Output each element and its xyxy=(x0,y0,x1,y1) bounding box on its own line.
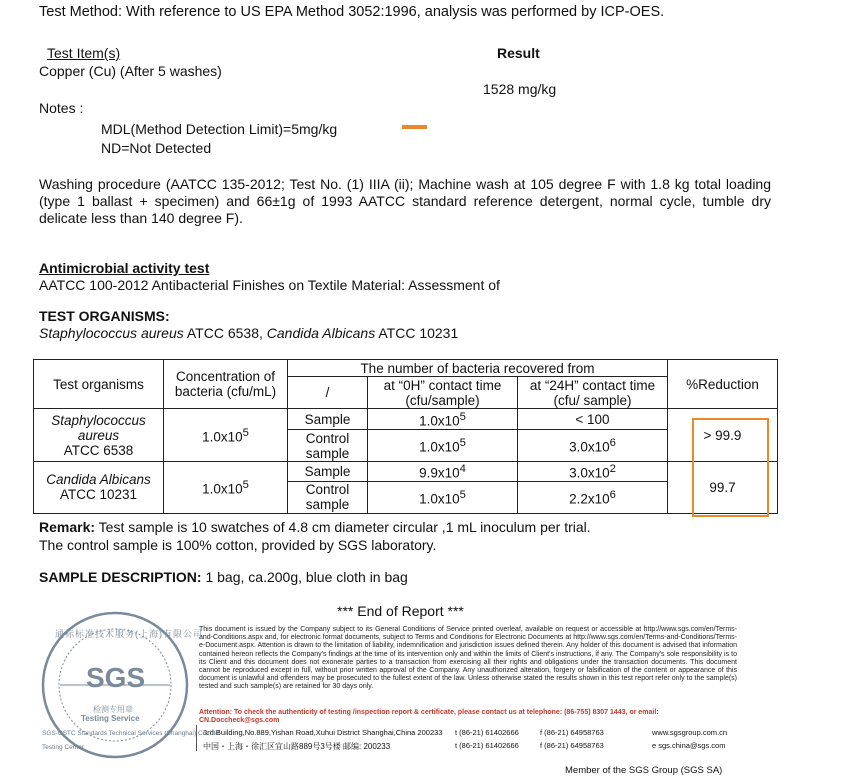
antimicrobial-method: AATCC 100-2012 Antibacterial Finishes on Textile Material: Assessment of xyxy=(39,277,500,293)
candida-reduction: 99.7 xyxy=(668,462,778,514)
seal-ring-text: 通标标准技术服务(上海)有限公司 xyxy=(55,629,203,639)
footer-address-cn: 中国・上海・徐汇区宜山路889号3号楼 邮编: 200233 xyxy=(203,742,391,751)
candida-control-0h: $1.0x10^5$ xyxy=(368,481,518,513)
footer-tel: t (86-21) 61402666 xyxy=(455,728,519,737)
staph-concentration: $1.0x10^5$ xyxy=(164,409,288,462)
candida-concentration: $1.0x10^5$ xyxy=(164,462,288,514)
footer-fax: f (86-21) 64958763 xyxy=(540,728,604,737)
organisms-list xyxy=(39,325,458,341)
footer-web: www.sgsgroup.com.cn xyxy=(652,728,728,737)
seal-en-label: Testing Service xyxy=(81,714,140,723)
footer-address-en: 3rd Building,No.889,Yishan Road,Xuhui District Shanghai,China 200233 xyxy=(203,728,443,737)
candida-organism xyxy=(34,462,164,514)
footer-divider xyxy=(196,725,201,751)
disclaimer: This document is issued by the Company subject to its General Conditions of Service printed overleaf, available on request or accessible at http://www.sgs.com/en/Terms-and-Conditions.aspx and, for electronic format documents, subject to Terms and Conditions for Electronic Documents at http://www.sgs.com/en/Terms-and-Conditions/Terms-e-Document.aspx. Attention is drawn to the limitation of liability, indemnification and jurisdiction issues defined therein. Any holder of this document is advised that information contained hereon reflects the Company's findings at the time of its intervention only and within the limits of Client's instructions, if any. The Company's sole responsibility is to its Client and this document does not exonerate parties to a transaction from exercising all their rights and obligations under the transaction documents. This document cannot be reproduced except in full, without prior written approval of the Company. Any unauthorized alteration, forgery or falsification of the content or appearance of this document is unlawful and offenders may be prosecuted to the fullest extent of the law. Unless otherwise stated the results shown in this test report refer only to the sample(s) tested and such sample(s) are retained for 30 days only. xyxy=(199,626,737,691)
organisms-heading: TEST ORGANISMS: xyxy=(39,308,170,324)
result-value: 1528 mg/kg xyxy=(483,81,557,97)
candida-sample-label: Sample xyxy=(288,462,368,482)
remark-line2: The control sample is 100% cotton, provided by SGS laboratory. xyxy=(39,537,437,553)
staph-reduction: > 99.9 xyxy=(668,409,778,462)
bacteria-table xyxy=(33,359,778,514)
notes-mdl: MDL(Method Detection Limit)=5mg/kg xyxy=(101,121,338,137)
candida-control-24h: $2.2x10^6$ xyxy=(518,481,668,513)
table-row xyxy=(34,462,778,482)
organism-1-code: ATCC 6538, xyxy=(183,325,267,341)
end-of-report: *** End of Report *** xyxy=(337,603,464,619)
footer-fax-cn: f (86-21) 64958763 xyxy=(540,741,604,750)
staph-sample-label: Sample xyxy=(288,409,368,430)
attention-note: Attention: To check the authenticity of testing /inspection report & certificate, please contact us at telephone: (86-755) 8307 1443, or email: CN.Doccheck@sgs.com xyxy=(199,709,659,725)
staph-sample-0h: $1.0x10^5$ xyxy=(368,409,518,430)
organism-1: Staphylococcus aureus xyxy=(39,325,184,341)
candida-name: Candida Albicans xyxy=(46,472,151,488)
header-number-recovered: The number of bacteria recovered from xyxy=(288,360,668,377)
header-0h: at “0H” contact time (cfu/sample) xyxy=(368,377,518,409)
staph-organism xyxy=(34,409,164,462)
notes-label: Notes : xyxy=(39,100,84,116)
sample-description: SAMPLE DESCRIPTION: 1 bag, ca.200g, blue cloth in bag xyxy=(39,569,408,585)
organism-2-code: ATCC 10231 xyxy=(375,325,459,341)
seal-cn-label: 检测专用章 xyxy=(93,705,133,714)
seal-company-line2: Testing Center xyxy=(42,744,84,751)
seal-company-line1: SGS-CSTC Standards Technical Services (Shanghai) Co.,Ltd. xyxy=(42,730,221,737)
header-concentration: Concentration of bacteria (cfu/mL) xyxy=(164,360,288,409)
header-slash: / xyxy=(288,377,368,409)
seal-logo: SGS xyxy=(86,662,146,693)
remark-line1: Remark: Test sample is 10 swatches of 4.8 cm diameter circular ,1 mL inoculum per trial. xyxy=(39,519,591,535)
test-method: Test Method: With reference to US EPA Method 3052:1996, analysis was performed by ICP-OES. xyxy=(39,4,665,20)
staph-control-24h: $3.0x10^6$ xyxy=(518,430,668,462)
organism-2: Candida Albicans xyxy=(266,325,376,341)
candida-control-label: Control sample xyxy=(288,481,368,513)
header-test-organisms: Test organisms xyxy=(34,360,164,409)
staph-control-label: Control sample xyxy=(288,430,368,462)
header-reduction: %Reduction xyxy=(668,360,778,409)
test-item-header: Test Item(s) xyxy=(47,45,121,61)
highlight-mark xyxy=(402,125,427,129)
staph-sample-24h: < 100 xyxy=(518,409,668,430)
table-row xyxy=(34,360,778,377)
candida-code: ATCC 10231 xyxy=(59,487,138,503)
test-item: Copper (Cu) (After 5 washes) xyxy=(39,63,222,79)
candida-sample-0h: $9.9x10^4$ xyxy=(368,462,518,482)
staph-code: ATCC 6538 xyxy=(63,442,134,458)
notes-nd: ND=Not Detected xyxy=(101,140,212,156)
table-row xyxy=(34,409,778,430)
candida-sample-24h: $3.0x10^2$ xyxy=(518,462,668,482)
result-header: Result xyxy=(497,45,540,61)
washing-procedure: Washing procedure (AATCC 135-2012; Test No. (1) IIIA (ii); Machine wash at 105 degree F with 1.8 kg total loading (type 1 ballast + specimen) and 66±1g of 1993 AATCC standard reference detergent, normal cycle, tumble dry delicate less than 140 degree F). xyxy=(39,176,771,226)
footer-member: Member of the SGS Group (SGS SA) xyxy=(565,765,723,776)
reduction-highlight xyxy=(692,418,769,517)
staph-name: Staphylococcus aureus xyxy=(51,412,146,443)
footer-email: e sgs.china@sgs.com xyxy=(652,741,726,750)
header-24h: at “24H” contact time (cfu/ sample) xyxy=(518,377,668,409)
staph-control-0h: $1.0x10^5$ xyxy=(368,430,518,462)
antimicrobial-heading: Antimicrobial activity test xyxy=(39,260,210,276)
footer-tel-cn: t (86-21) 61402666 xyxy=(455,741,519,750)
